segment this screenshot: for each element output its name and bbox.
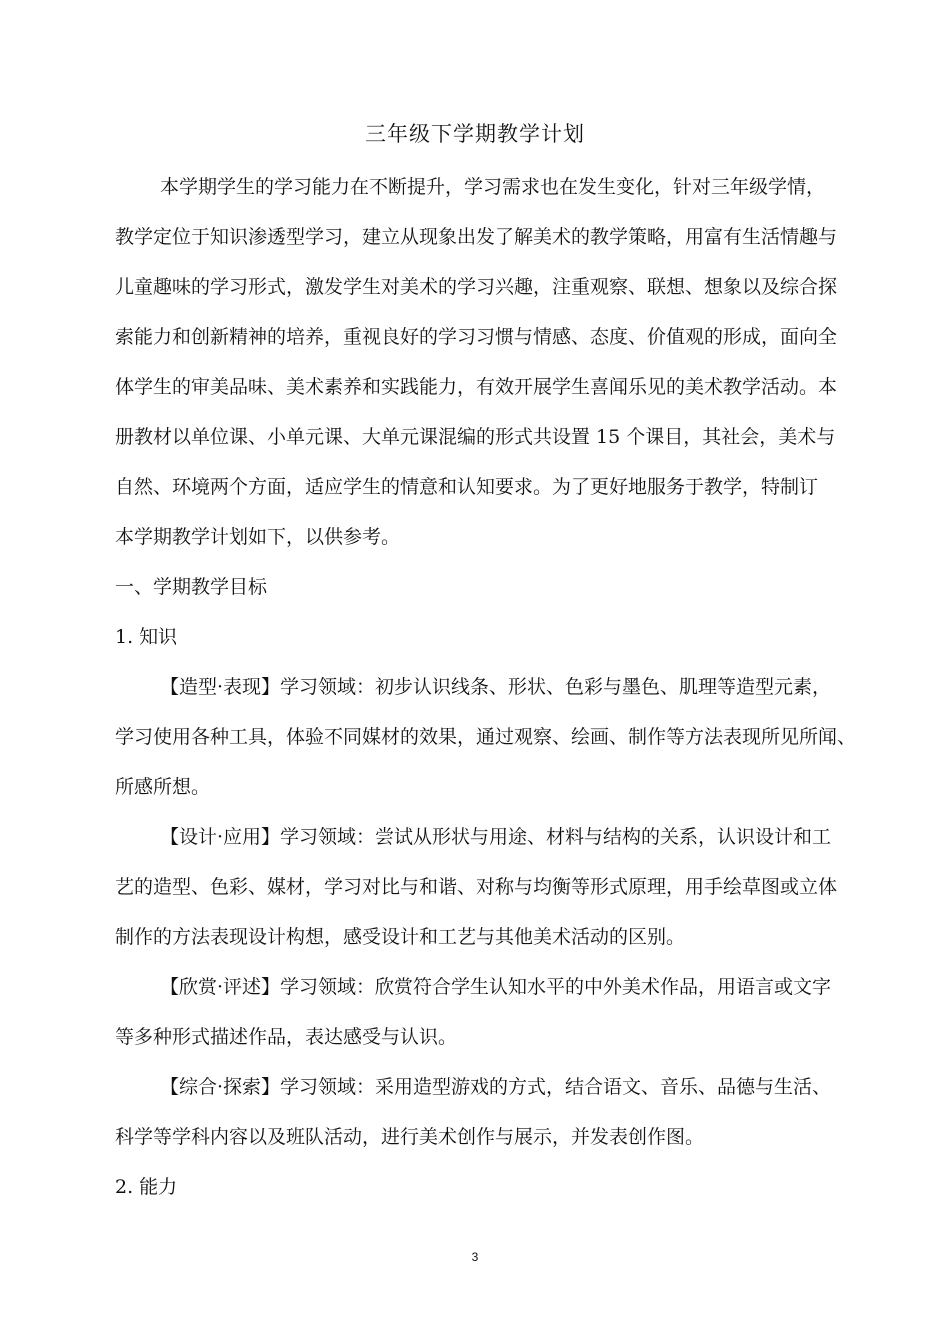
modeling-paragraph-line: 【造型·表现】学习领域：初步认识线条、形状、色彩与墨色、肌理等造型元素， <box>160 676 832 698</box>
exploration-paragraph-line: 科学等学科内容以及班队活动，进行美术创作与展示，并发表创作图。 <box>115 1126 705 1148</box>
intro-line: 教学定位于知识渗透型学习，建立从现象出发了解美术的教学策略，用富有生活情趣与 <box>115 226 838 248</box>
design-paragraph-line: 制作的方法表现设计构想，感受设计和工艺与其他美术活动的区别。 <box>115 926 686 948</box>
exploration-paragraph-line: 【综合·探索】学习领域：采用造型游戏的方式，结合语文、音乐、品德与生活、 <box>160 1076 832 1098</box>
modeling-paragraph-line: 学习使用各种工具，体验不同媒材的效果，通过观察、绘画、制作等方法表现所见所闻、 <box>115 726 857 748</box>
intro-line: 本学期学生的学习能力在不断提升，学习需求也在发生变化，针对三年级学情， <box>160 176 826 198</box>
intro-line: 体学生的审美品味、美术素养和实践能力，有效开展学生喜闻乐见的美术教学活动。本 <box>115 376 838 398</box>
intro-line: 儿童趣味的学习形式，激发学生对美术的学习兴趣，注重观察、联想、想象以及综合探 <box>115 276 838 298</box>
document-title: 三年级下学期教学计划 <box>365 122 585 146</box>
appreciation-paragraph-line: 【欣赏·评述】学习领域：欣赏符合学生认知水平的中外美术作品，用语言或文字 <box>160 976 832 998</box>
design-paragraph-line: 艺的造型、色彩、媒材，学习对比与和谐、对称与均衡等形式原理，用手绘草图或立体 <box>115 876 838 898</box>
intro-line: 自然、环境两个方面，适应学生的情意和认知要求。为了更好地服务于教学，特制订 <box>115 476 819 498</box>
page-number: 3 <box>471 1250 479 1264</box>
modeling-paragraph-line: 所感所想。 <box>115 776 211 798</box>
design-paragraph-line: 【设计·应用】学习领域：尝试从形状与用途、材料与结构的关系，认识设计和工 <box>160 826 832 848</box>
intro-line: 册教材以单位课、小单元课、大单元课混编的形式共设置 15 个课目，其社会，美术与 <box>115 426 836 448</box>
intro-line: 索能力和创新精神的培养，重视良好的学习习惯与情感、态度、价值观的形成，面向全 <box>115 326 838 348</box>
subsection-heading-ability: 2. 能力 <box>115 1176 178 1198</box>
section-heading: 一、学期教学目标 <box>115 576 268 598</box>
appreciation-paragraph-line: 等多种形式描述作品，表达感受与认识。 <box>115 1026 458 1048</box>
subsection-heading-knowledge: 1. 知识 <box>115 626 178 648</box>
intro-line: 本学期教学计划如下，以供参考。 <box>115 526 401 548</box>
